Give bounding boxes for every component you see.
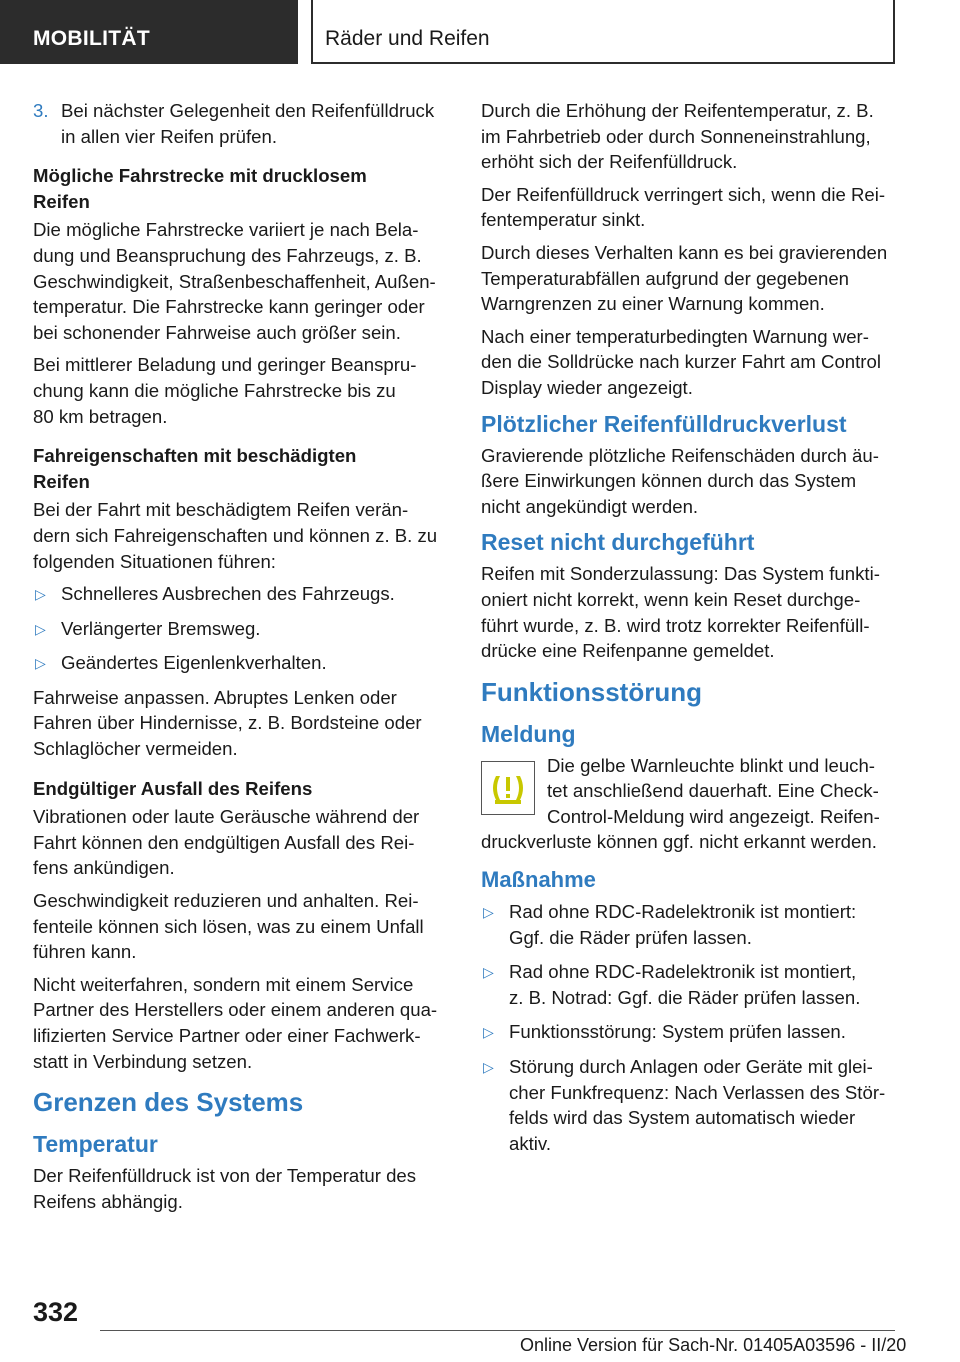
text-line: Durch dieses Verhalten kann es bei gravierenden: [481, 241, 888, 263]
online-version-text: Online Version für Sach-Nr. 01405A03596 - II/20: [520, 1335, 907, 1355]
text-line: Geschwindigkeit reduzieren und anhalten. Rei-: [33, 890, 419, 912]
text-line: Fahren über Hindernisse, z. B. Bordsteine oder: [33, 712, 422, 734]
text-line: Partner des Herstellers oder einem anderen qua-: [33, 999, 438, 1021]
text-line: statt in Verbindung setzen.: [33, 1050, 253, 1072]
text-line: temperatur. Die Fahrstrecke kann geringer oder: [33, 296, 425, 318]
text-line: lifizierten Service Partner oder einer Fachwerk-: [33, 1025, 421, 1046]
text-line: tet anschließend dauerhaft. Eine Check-: [547, 780, 879, 802]
text-line: z. B. Notrad: Ggf. die Räder prüfen lassen.: [509, 986, 861, 1008]
left-column: [33, 98, 448, 1221]
text-line: cher Funkfrequenz: Nach Verlassen des Stör-: [509, 1081, 886, 1103]
triangle-bullet-icon: ▷: [483, 1024, 494, 1041]
text-line: Gravierende plötzliche Reifenschäden durch äu-: [481, 444, 879, 466]
text-line: Bei der Fahrt mit beschädigtem Reifen verän-: [33, 499, 409, 521]
text-line: Display wieder angezeigt.: [481, 376, 693, 398]
warning-text: [481, 753, 895, 830]
paragraph: [33, 888, 448, 965]
triangle-bullet-icon: ▷: [483, 904, 494, 921]
text-line: chung kann die mögliche Fahrstrecke bis zu: [33, 379, 396, 401]
text-line: Control-Meldung wird angezeigt. Reifen-: [547, 805, 880, 827]
bullet-list: [33, 581, 448, 676]
list-item-text: Geändertes Eigenlenkverhalten.: [61, 652, 327, 674]
paragraph: [481, 561, 895, 663]
text-line: Warngrenzen zu einer Warnung kommen.: [481, 293, 825, 315]
triangle-bullet-icon: ▷: [35, 620, 46, 637]
heading-temperatur: Temperatur: [33, 1131, 158, 1158]
heading-meldung: Meldung: [481, 720, 576, 747]
list-item: [481, 959, 895, 1010]
right-column: [481, 98, 895, 1165]
text-line: den die Solldrücke nach kurzer Fahrt am Control: [481, 351, 881, 373]
text-line: Störung durch Anlagen oder Geräte mit glei-: [509, 1056, 873, 1078]
text-line: Der Reifenfülldruck ist von der Temperatur des: [33, 1165, 417, 1187]
paragraph: [481, 324, 895, 401]
text-line: Fahreigenschaften mit beschädigten: [33, 445, 357, 467]
paragraph: [481, 443, 895, 520]
bullet-list: [481, 899, 895, 1156]
paragraph: [33, 685, 448, 762]
footer-divider: [100, 1330, 895, 1331]
text-line: oniert nicht korrekt, wenn kein Reset durchge-: [481, 588, 861, 610]
list-item: [33, 650, 448, 676]
text-line: Die gelbe Warnleuchte blinkt und leuch-: [547, 754, 875, 776]
text-line: nicht angekündigt werden.: [481, 495, 699, 517]
text-line: Fahrweise anpassen. Abruptes Lenken oder: [33, 686, 397, 708]
text-line: 80 km betragen.: [33, 405, 168, 427]
text-line: Reifen mit Sonderzulassung: Das System funkti-: [481, 563, 880, 585]
text-line: bei schonender Fahrweise auch größer sein.: [33, 321, 401, 343]
heading-grenzen-des-systems: Grenzen des Systems: [33, 1087, 304, 1118]
text-line: dern sich Fahreigenschaften und können z. B. zu: [33, 524, 438, 546]
text-line: Rad ohne RDC-Radelektronik ist montiert:: [509, 901, 857, 923]
text-line: Rad ohne RDC-Radelektronik ist montiert,: [509, 961, 857, 983]
triangle-bullet-icon: ▷: [483, 1059, 494, 1076]
chapter-title: Räder und Reifen: [311, 0, 895, 64]
text-line: folgenden Situationen führen:: [33, 550, 276, 572]
text-line: Reifens abhängig.: [33, 1190, 183, 1212]
subheading-fahreigenschaften: [33, 443, 448, 494]
paragraph: [481, 829, 895, 855]
text-line: Der Reifenfülldruck verringert sich, wenn die Rei-: [481, 183, 886, 205]
text-line: führen kann.: [33, 941, 137, 963]
list-item: [481, 899, 895, 950]
paragraph: [481, 182, 895, 233]
paragraph: [481, 98, 895, 175]
paragraph: [33, 972, 448, 1074]
heading-funktionsstoerung: Funktionsstörung: [481, 676, 702, 707]
text-line: fenteile können sich lösen, was zu einem Unfall: [33, 915, 424, 937]
text-line: ßere Einwirkungen können durch das System: [481, 470, 857, 492]
numbered-item-3: [33, 98, 448, 149]
text-line: Bei nächster Gelegenheit den Reifenfülldruck: [61, 100, 435, 121]
paragraph: [33, 497, 448, 574]
triangle-bullet-icon: ▷: [35, 655, 46, 672]
text-line: führt wurde, z. B. wird trotz korrekter Reifenfüll-: [481, 614, 870, 636]
list-item-text: Schnelleres Ausbrechen des Fahrzeugs.: [61, 583, 395, 605]
text-line: im Fahrbetrieb oder durch Sonneneinstrahlung,: [481, 125, 871, 147]
text-line: druckverluste können ggf. nicht erkannt werden.: [481, 831, 877, 853]
text-line: Geschwindigkeit, Straßenbeschaffenheit, Außen-: [33, 270, 436, 292]
text-line: aktiv.: [509, 1132, 552, 1154]
text-line: Bei mittlerer Beladung und geringer Beanspru-: [33, 354, 417, 376]
paragraph: [33, 352, 448, 429]
paragraph: [33, 217, 448, 345]
list-item-text: Verlängerter Bremsweg.: [61, 617, 261, 639]
tire-pressure-warning-icon: [481, 761, 535, 815]
text-line: Ggf. die Räder prüfen lassen.: [509, 926, 752, 948]
text-line: Reifen: [33, 190, 90, 212]
list-item: [33, 581, 448, 607]
text-line: Funktionsstörung: System prüfen lassen.: [509, 1021, 846, 1043]
text-line: Die mögliche Fahrstrecke variiert je nach Bela-: [33, 219, 419, 241]
text-line: fentemperatur sinkt.: [481, 209, 646, 231]
text-line: dung und Beanspruchung des Fahrzeugs, z. B.: [33, 244, 422, 266]
text-line: Reifen: [33, 470, 90, 492]
warning-message-block: [481, 753, 895, 855]
text-line: Mögliche Fahrstrecke mit drucklosem: [33, 165, 367, 187]
text-line: Nicht weiterfahren, sondern mit einem Service: [33, 973, 414, 995]
text-line: Schlaglöcher vermeiden.: [33, 738, 238, 760]
item-number: 3.: [33, 100, 49, 121]
text-line: erhöht sich der Reifenfülldruck.: [481, 151, 738, 173]
list-item: [481, 1019, 895, 1045]
page-number: 332: [33, 1297, 79, 1327]
text-line: Durch die Erhöhung der Reifentemperatur, z. B.: [481, 100, 874, 121]
triangle-bullet-icon: ▷: [483, 964, 494, 981]
heading-ploetzlicher-verlust: Plötzlicher Reifenfülldruckverlust: [481, 410, 847, 437]
section-title: MOBILITÄT: [0, 0, 298, 64]
heading-reset-nicht-durchgefuehrt: Reset nicht durchgeführt: [481, 529, 755, 556]
tire-pressure-warning-symbol: [482, 762, 534, 814]
subheading-moegliche-fahrstrecke: [33, 163, 448, 214]
subheading-endgueltiger-ausfall: Endgültiger Ausfall des Reifens: [33, 777, 313, 799]
text-line: felds wird das System automatisch wieder: [509, 1107, 856, 1129]
text-line: fens ankündigen.: [33, 857, 175, 879]
list-item: [481, 1054, 895, 1156]
paragraph: [481, 240, 895, 317]
text-line: Fahrt können den endgültigen Ausfall des Rei-: [33, 831, 415, 853]
paragraph: [33, 1163, 448, 1214]
list-item: [33, 616, 448, 642]
page-header: [0, 0, 960, 66]
text-line: Vibrationen oder laute Geräusche während der: [33, 806, 420, 828]
paragraph: [33, 804, 448, 881]
text-line: Nach einer temperaturbedingten Warnung wer-: [481, 325, 869, 347]
text-line: drücke eine Reifenpanne gemeldet.: [481, 640, 775, 662]
text-line: Temperaturabfällen aufgrund der gegebenen: [481, 267, 850, 289]
triangle-bullet-icon: ▷: [35, 586, 46, 603]
text-line: in allen vier Reifen prüfen.: [61, 125, 278, 147]
heading-massnahme: Maßnahme: [481, 867, 596, 893]
